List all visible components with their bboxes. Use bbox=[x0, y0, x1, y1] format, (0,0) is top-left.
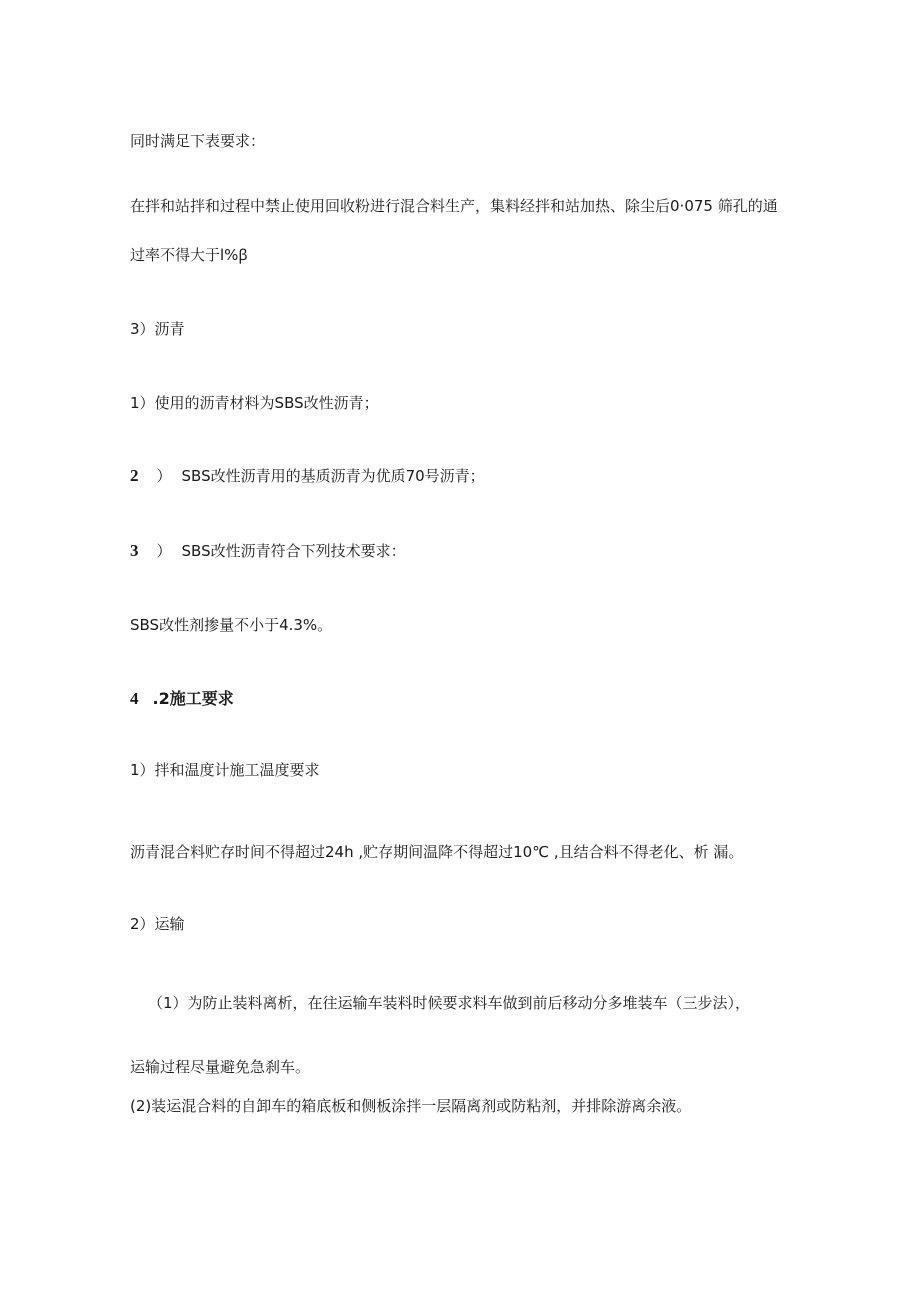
paragraph-requirement-intro: 同时满足下表要求： bbox=[130, 132, 266, 150]
list-number: 3 bbox=[130, 541, 139, 560]
section-heading-construction bbox=[130, 689, 234, 709]
heading-transport: 2）运输 bbox=[130, 915, 185, 933]
heading-asphalt: 3）沥青 bbox=[130, 320, 185, 338]
list-item-tech-requirements bbox=[130, 541, 406, 561]
list-paren: ） bbox=[156, 542, 172, 560]
list-number: 2 bbox=[130, 466, 139, 485]
section-number: 4 bbox=[130, 689, 139, 708]
list-item-mixing-temperature: 1）拌和温度计施工温度要求 bbox=[130, 761, 320, 779]
list-item-text: SBS改性沥青符合下列技术要求： bbox=[181, 542, 406, 560]
list-item-base-asphalt bbox=[130, 466, 485, 486]
list-item-asphalt-material: 1）使用的沥青材料为SBS改性沥青； bbox=[130, 394, 379, 412]
list-item-text: SBS改性沥青用的基质沥青为优质70号沥青； bbox=[181, 467, 485, 485]
paragraph-sbs-dosage: SBS改性剂掺量不小于4.3%。 bbox=[130, 616, 333, 634]
paragraph-storage-time: 沥青混合料贮存时间不得超过24h ,贮存期间温降不得超过10℃ ,且结合料不得老化、析 漏。 bbox=[130, 843, 744, 861]
paragraph-pass-rate: 过率不得大于l%ꞵ bbox=[130, 246, 248, 264]
paragraph-truck-coating: (2)装运混合料的自卸车的箱底板和侧板涂拌一层隔离剂或防粘剂，并排除游离余液。 bbox=[130, 1097, 692, 1115]
section-title: .2施工要求 bbox=[152, 689, 234, 708]
paragraph-loading-segregation: （1）为防止装料离析，在往运输车装料时候要求料车做到前后移动分多堆装车（三步法）， bbox=[148, 994, 751, 1012]
list-paren: ） bbox=[156, 467, 172, 485]
paragraph-avoid-braking: 运输过程尽量避免急刹车。 bbox=[130, 1058, 311, 1076]
paragraph-mixing-station: 在拌和站拌和过程中禁止使用回收粉进行混合料生产，集料经拌和站加热、除尘后0·075 筛孔的通 bbox=[130, 197, 778, 215]
